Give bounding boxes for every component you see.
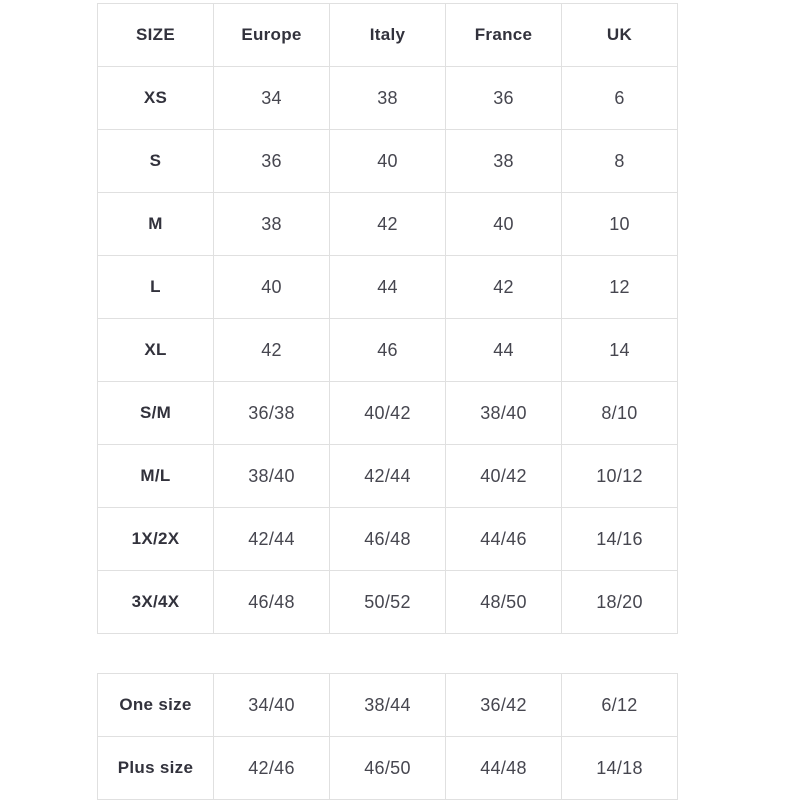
size-value-cell: 34 [214, 67, 330, 130]
size-value-cell: 42/44 [214, 508, 330, 571]
size-value-cell: 8/10 [562, 382, 678, 445]
size-value-cell: 44 [446, 319, 562, 382]
size-value-cell: 14 [562, 319, 678, 382]
size-value-cell: 38 [330, 67, 446, 130]
column-header-europe: Europe [214, 4, 330, 67]
size-value-cell: 42 [214, 319, 330, 382]
size-value-cell: 38/40 [214, 445, 330, 508]
size-value-cell: 18/20 [562, 571, 678, 634]
size-label-cell: M/L [98, 445, 214, 508]
size-value-cell: 14/16 [562, 508, 678, 571]
special-sizes-table-body [98, 674, 678, 800]
table-row [98, 382, 678, 445]
table-row [98, 67, 678, 130]
size-value-cell: 46 [330, 319, 446, 382]
column-header-italy: Italy [330, 4, 446, 67]
size-label-cell: One size [98, 674, 214, 737]
size-value-cell: 36 [214, 130, 330, 193]
column-header-uk: UK [562, 4, 678, 67]
table-row [98, 256, 678, 319]
size-label-cell: S [98, 130, 214, 193]
size-value-cell: 42 [330, 193, 446, 256]
table-row [98, 193, 678, 256]
size-value-cell: 14/18 [562, 737, 678, 800]
size-label-cell: 3X/4X [98, 571, 214, 634]
column-header-size: SIZE [98, 4, 214, 67]
size-value-cell: 44 [330, 256, 446, 319]
size-value-cell: 10 [562, 193, 678, 256]
size-value-cell: 40 [214, 256, 330, 319]
size-value-cell: 6 [562, 67, 678, 130]
size-label-cell: S/M [98, 382, 214, 445]
size-value-cell: 46/50 [330, 737, 446, 800]
size-label-cell: XL [98, 319, 214, 382]
size-value-cell: 36/38 [214, 382, 330, 445]
size-value-cell: 38 [446, 130, 562, 193]
size-value-cell: 40/42 [446, 445, 562, 508]
table-row [98, 674, 678, 737]
size-value-cell: 48/50 [446, 571, 562, 634]
size-value-cell: 46/48 [214, 571, 330, 634]
size-label-cell: L [98, 256, 214, 319]
table-row [98, 737, 678, 800]
size-label-cell: 1X/2X [98, 508, 214, 571]
size-label-cell: M [98, 193, 214, 256]
size-value-cell: 40 [330, 130, 446, 193]
size-value-cell: 40 [446, 193, 562, 256]
size-value-cell: 42/46 [214, 737, 330, 800]
size-value-cell: 38 [214, 193, 330, 256]
size-value-cell: 40/42 [330, 382, 446, 445]
size-value-cell: 44/46 [446, 508, 562, 571]
size-table-body [98, 67, 678, 634]
size-value-cell: 8 [562, 130, 678, 193]
size-value-cell: 50/52 [330, 571, 446, 634]
size-value-cell: 42/44 [330, 445, 446, 508]
size-value-cell: 10/12 [562, 445, 678, 508]
table-row [98, 445, 678, 508]
size-value-cell: 36 [446, 67, 562, 130]
size-label-cell: XS [98, 67, 214, 130]
size-conversion-table [97, 3, 678, 634]
table-row [98, 319, 678, 382]
table-row [98, 571, 678, 634]
size-value-cell: 42 [446, 256, 562, 319]
size-value-cell: 12 [562, 256, 678, 319]
size-value-cell: 44/48 [446, 737, 562, 800]
size-value-cell: 6/12 [562, 674, 678, 737]
size-value-cell: 34/40 [214, 674, 330, 737]
table-row [98, 508, 678, 571]
size-value-cell: 38/40 [446, 382, 562, 445]
header-row [98, 4, 678, 67]
special-sizes-table [97, 673, 678, 800]
size-value-cell: 46/48 [330, 508, 446, 571]
size-label-cell: Plus size [98, 737, 214, 800]
column-header-france: France [446, 4, 562, 67]
size-value-cell: 36/42 [446, 674, 562, 737]
table-row [98, 130, 678, 193]
size-value-cell: 38/44 [330, 674, 446, 737]
size-table-header [98, 4, 678, 67]
